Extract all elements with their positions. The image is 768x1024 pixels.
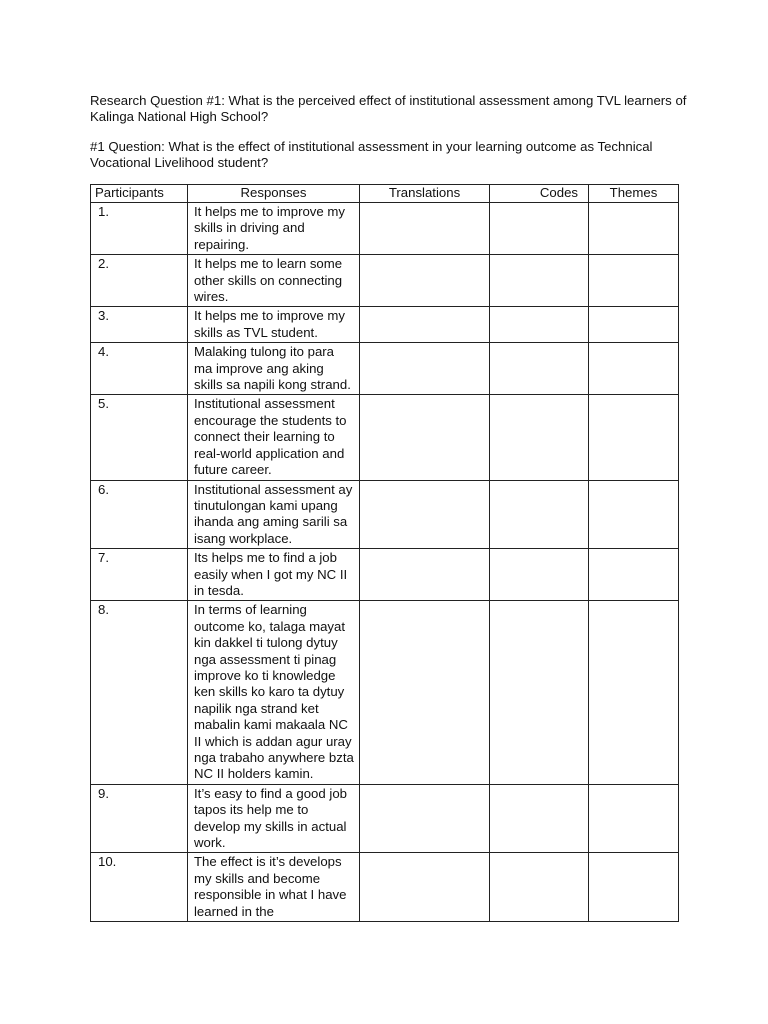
translation-cell bbox=[360, 343, 490, 395]
table-row bbox=[91, 395, 679, 480]
code-cell bbox=[490, 784, 589, 853]
code-cell bbox=[490, 601, 589, 784]
table-row bbox=[91, 601, 679, 784]
translation-cell bbox=[360, 395, 490, 480]
participant-cell: 6. bbox=[91, 480, 188, 549]
response-cell: It helps me to learn some other skills on connecting wires. bbox=[188, 255, 360, 307]
interview-question: #1 Question: What is the effect of institutional assessment in your learning outcome as Technical Vocational Livelihood student? bbox=[90, 139, 653, 170]
table-row bbox=[91, 853, 679, 922]
table-row bbox=[91, 307, 679, 343]
theme-cell bbox=[589, 343, 679, 395]
theme-cell bbox=[589, 395, 679, 480]
participant-cell: 2. bbox=[91, 255, 188, 307]
theme-cell bbox=[589, 784, 679, 853]
translation-cell bbox=[360, 549, 490, 601]
translation-cell bbox=[360, 853, 490, 922]
research-question: Research Question #1: What is the perceived effect of institutional assessment among TVL learners of Kalinga National High School? bbox=[90, 93, 687, 124]
participant-cell: 9. bbox=[91, 784, 188, 853]
table-body bbox=[91, 203, 679, 922]
theme-cell bbox=[589, 307, 679, 343]
response-cell: Institutional assessment ay tinutulongan kami upang ihanda ang aming sarili sa isang workplace. bbox=[188, 480, 360, 549]
participant-cell: 3. bbox=[91, 307, 188, 343]
response-cell: It’s easy to find a good job tapos its help me to develop my skills in actual work. bbox=[188, 784, 360, 853]
table-row bbox=[91, 203, 679, 255]
table-header-row bbox=[91, 185, 679, 203]
translation-cell bbox=[360, 784, 490, 853]
table-row bbox=[91, 343, 679, 395]
participant-cell: 7. bbox=[91, 549, 188, 601]
code-cell bbox=[490, 480, 589, 549]
translation-cell bbox=[360, 601, 490, 784]
code-cell bbox=[490, 255, 589, 307]
response-cell: It helps me to improve my skills as TVL student. bbox=[188, 307, 360, 343]
response-cell: Malaking tulong ito para ma improve ang aking skills sa napili kong strand. bbox=[188, 343, 360, 395]
code-cell bbox=[490, 343, 589, 395]
participant-cell: 10. bbox=[91, 853, 188, 922]
participant-cell: 5. bbox=[91, 395, 188, 480]
response-cell: It helps me to improve my skills in driving and repairing. bbox=[188, 203, 360, 255]
table-row bbox=[91, 255, 679, 307]
header-responses: Responses bbox=[188, 185, 360, 203]
code-cell bbox=[490, 203, 589, 255]
theme-cell bbox=[589, 853, 679, 922]
header-codes: Codes bbox=[490, 185, 589, 203]
participant-cell: 8. bbox=[91, 601, 188, 784]
header-themes: Themes bbox=[589, 185, 679, 203]
theme-cell bbox=[589, 480, 679, 549]
theme-cell bbox=[589, 549, 679, 601]
table-row bbox=[91, 784, 679, 853]
table-row bbox=[91, 549, 679, 601]
response-cell: In terms of learning outcome ko, talaga mayat kin dakkel ti tulong dytuy nga assessment ti pinag improve ko ti knowledge ken skills ko karo ta dytuy napilik nga strand ket mabalin kami makaala NC II which is addan agur uray nga trabaho anywhere bzta NC II holders kamin. bbox=[188, 601, 360, 784]
response-cell: Its helps me to find a job easily when I got my NC II in tesda. bbox=[188, 549, 360, 601]
code-cell bbox=[490, 395, 589, 480]
participant-cell: 1. bbox=[91, 203, 188, 255]
table-row bbox=[91, 480, 679, 549]
participant-cell: 4. bbox=[91, 343, 188, 395]
code-cell bbox=[490, 853, 589, 922]
responses-table bbox=[90, 184, 679, 922]
header-participants: Participants bbox=[91, 185, 188, 203]
response-cell: Institutional assessment encourage the students to connect their learning to real-world application and future career. bbox=[188, 395, 360, 480]
translation-cell bbox=[360, 480, 490, 549]
translation-cell bbox=[360, 203, 490, 255]
response-cell: The effect is it’s develops my skills and become responsible in what I have learned in the bbox=[188, 853, 360, 922]
translation-cell bbox=[360, 307, 490, 343]
translation-cell bbox=[360, 255, 490, 307]
header-translations: Translations bbox=[360, 185, 490, 203]
theme-cell bbox=[589, 255, 679, 307]
theme-cell bbox=[589, 203, 679, 255]
theme-cell bbox=[589, 601, 679, 784]
code-cell bbox=[490, 307, 589, 343]
code-cell bbox=[490, 549, 589, 601]
